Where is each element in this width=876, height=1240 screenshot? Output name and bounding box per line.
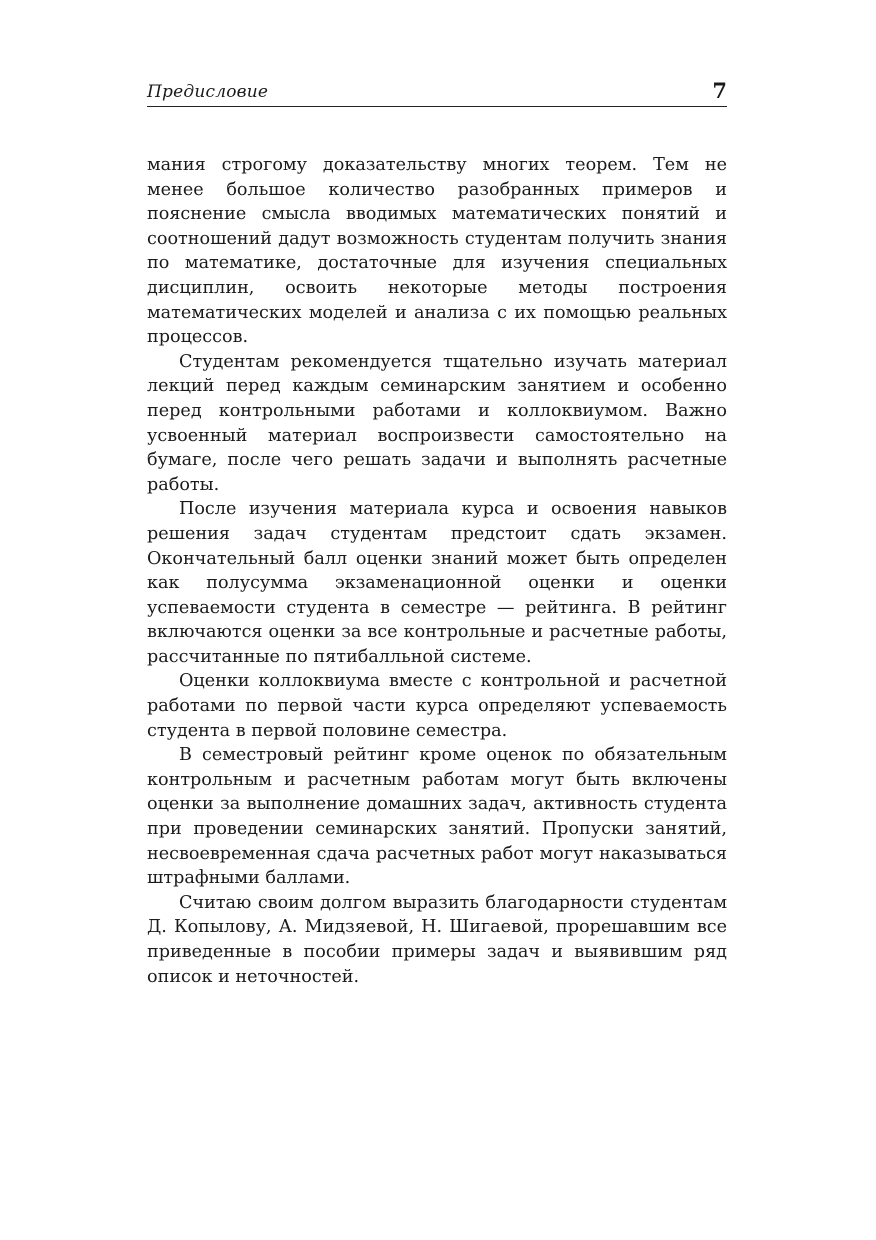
page-number: 7 (712, 78, 727, 103)
body-text (147, 153, 727, 989)
paragraph-acknowledgements: Считаю своим долгом выразить благодарности студентам Д. Копылову, А. Мидзяевой, Н. Шигаевой, прорешавшим все приведенные в пособии примеры задач и выявившим ряд описок и неточностей. (147, 892, 727, 987)
paragraph-colloquium: Оценки коллоквиума вместе с контрольной и расчетной работами по первой части курса определяют успеваемость студента в первой половине семестра. (147, 671, 727, 741)
paragraph-exam: После изучения материала курса и освоения навыков решения задач студентам предстоит сдать экзамен. Окончательный балл оценки знаний может быть определен как полусумма экзаменационной оценки и оценки успеваемости студента в семестре — рейтинга. В рейтинг включаются оценки за все контрольные и расчетные работы, рассчитанные по пятибалльной системе. (147, 499, 727, 667)
paragraph-continuation: мания строгому доказательству многих теорем. Тем не менее большое количество разобранных примеров и пояснение смысла вводимых математических понятий и соотношений дадут возможность студентам получить знания по математике, достаточные для изучения специальных дисциплин, освоить некоторые методы построения математических моделей и анализа с их помощью реальных процессов. (147, 155, 727, 348)
running-title: Предисловие (147, 82, 269, 102)
paragraph-study-advice: Студентам рекомендуется тщательно изучать материал лекций перед каждым семинарским занятием и особенно перед контрольными работами и коллоквиумом. Важно усвоенный материал воспроизвести самостоятельно на бумаге, после чего решать задачи и выполнять расчетные работы. (147, 351, 727, 495)
running-header (147, 78, 727, 107)
book-page (147, 78, 727, 989)
paragraph-semester-rating: В семестровый рейтинг кроме оценок по обязательным контрольным и расчетным работам могут быть включены оценки за выполнение домашних задач, активность студента при проведении семинарских занятий. Пропуски занятий, несвоевременная сдача расчетных работ могут наказываться штрафными баллами. (147, 745, 727, 889)
